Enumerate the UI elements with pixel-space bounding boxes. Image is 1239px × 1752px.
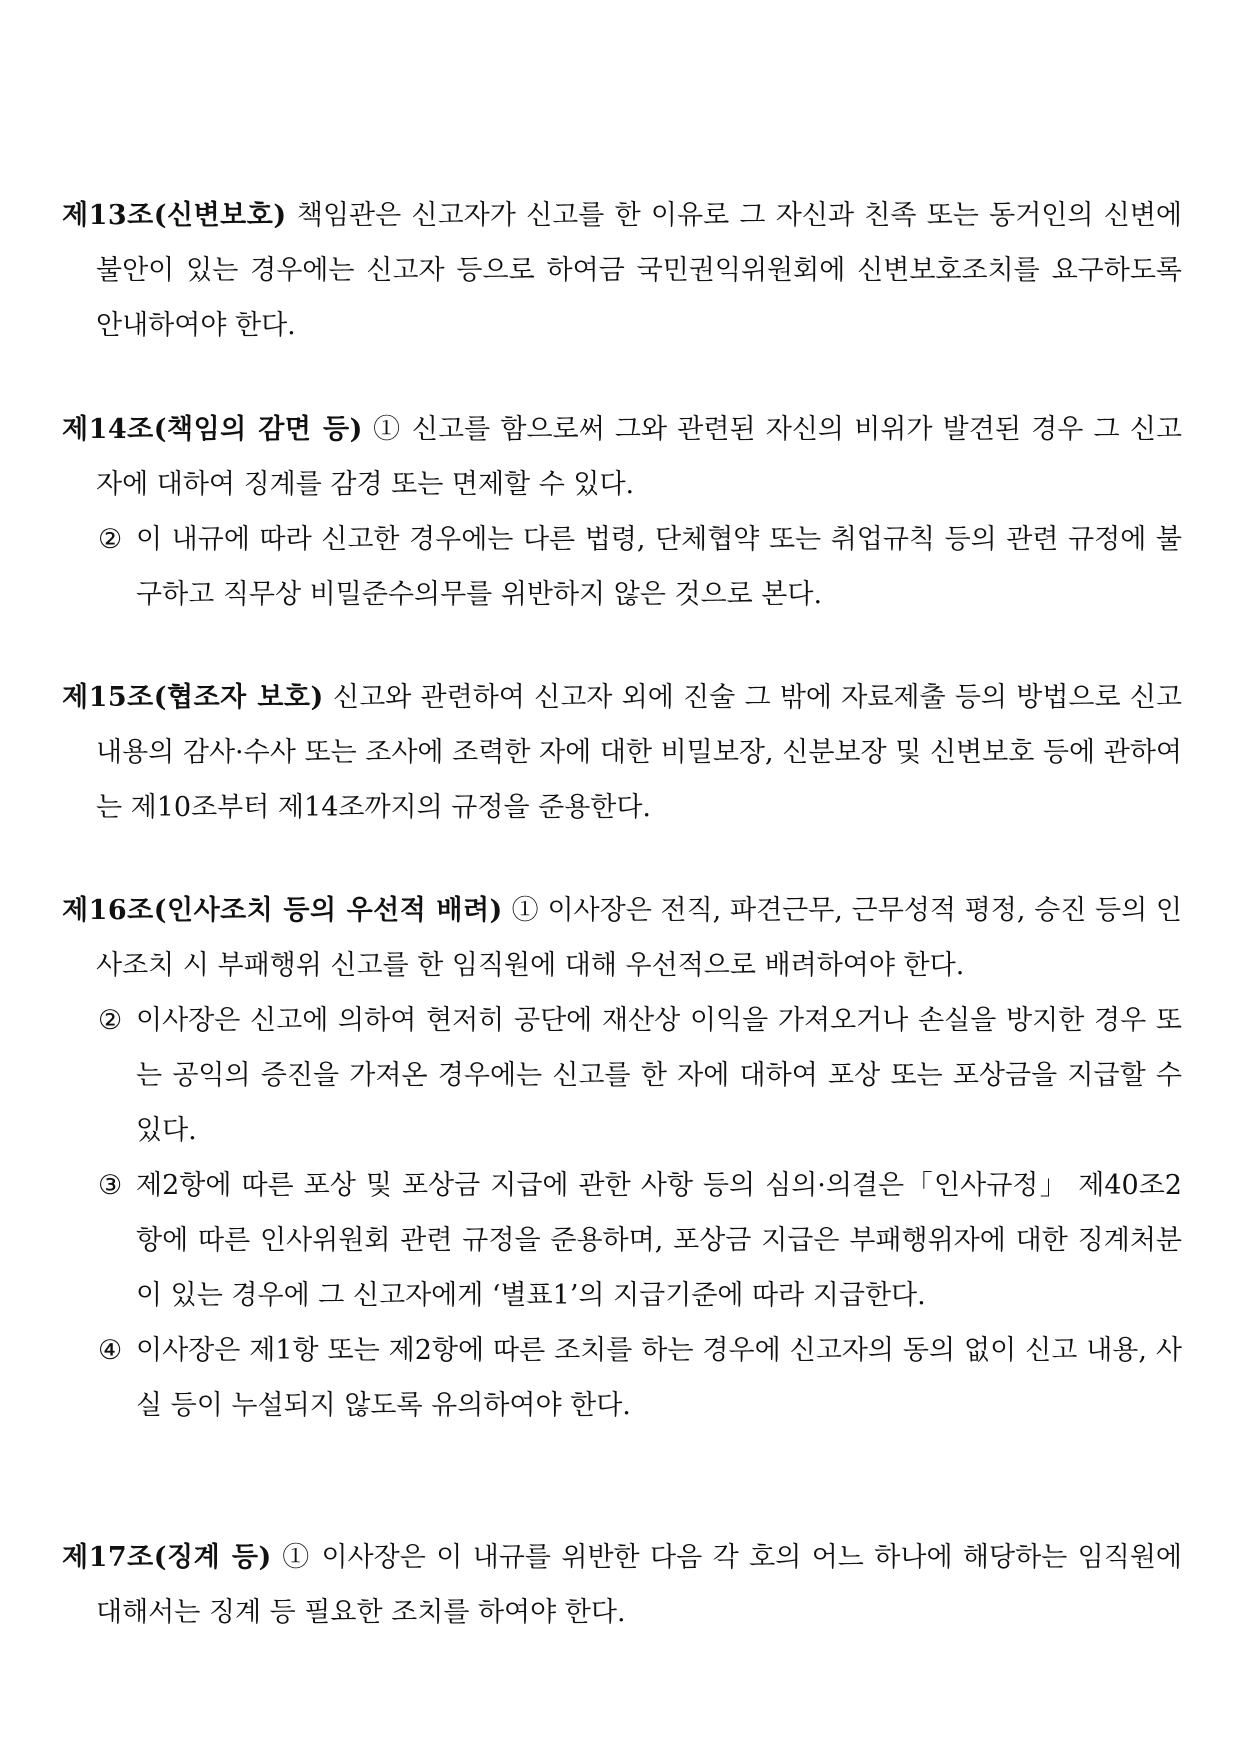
article-16-title: 제16조(인사조치 등의 우선적 배려): [62, 895, 503, 926]
article-14: [62, 402, 1182, 622]
article-17-item-1-number: ①: [282, 1542, 312, 1573]
article-16-paragraph-2: [62, 993, 1182, 1158]
article-16: [62, 883, 1182, 1433]
article-16-item-3-text: 제2항에 따른 포상 및 포상금 지급에 관한 사항 등의 심의·의결은「인사규정」 제40조2항에 따른 인사위원회 관련 규정을 준용하며, 포상금 지급은 부패행위자에 대한 징계처분이 있는 경우에 그 신고자에게 ‘별표1’의 지급기준에 따라 지급한다.: [136, 1170, 1182, 1311]
article-13-title: 제13조(신변보호): [62, 200, 287, 231]
article-13: [62, 188, 1182, 353]
article-14-item-1-number: ①: [373, 414, 402, 445]
article-17-item-1-text: 이사장은 이 내규를 위반한 다음 각 호의 어느 하나에 해당하는 임직원에 대해서는 징계 등 필요한 조치를 하여야 한다.: [96, 1542, 1183, 1628]
article-16-paragraph-1: [62, 883, 1182, 993]
article-15-title: 제15조(협조자 보호): [62, 682, 324, 713]
article-16-item-2-text: 이사장은 신고에 의하여 현저히 공단에 재산상 이익을 가져오거나 손실을 방지한 경우 또는 공익의 증진을 가져온 경우에는 신고를 한 자에 대하여 포상 또는 포상금을 지급할 수 있다.: [136, 1005, 1182, 1146]
article-14-item-2-number: ②: [98, 524, 123, 555]
article-15: [62, 670, 1182, 835]
article-14-title: 제14조(책임의 감면 등): [62, 414, 363, 445]
article-14-paragraph-1: [62, 402, 1182, 512]
article-13-body: 책임관은 신고자가 신고를 한 이유로 그 자신과 친족 또는 동거인의 신변에 불안이 있는 경우에는 신고자 등으로 하여금 국민권익위원회에 신변보호조치를 요구하도록 안내하여야 한다.: [96, 200, 1182, 341]
article-16-paragraph-4: [62, 1323, 1182, 1433]
article-15-paragraph: [62, 670, 1182, 835]
article-16-item-1-number: ①: [511, 895, 539, 926]
article-16-item-4-text: 이사장은 제1항 또는 제2항에 따른 조치를 하는 경우에 신고자의 동의 없이 신고 내용, 사실 등이 누설되지 않도록 유의하여야 한다.: [136, 1335, 1182, 1421]
article-16-item-4-number: ④: [98, 1335, 123, 1366]
article-16-paragraph-3: [62, 1158, 1182, 1323]
article-17-paragraph-1: [62, 1530, 1182, 1640]
article-16-item-2-number: ②: [98, 1005, 123, 1036]
article-14-item-1-text: 신고를 함으로써 그와 관련된 자신의 비위가 발견된 경우 그 신고자에 대하여 징계를 감경 또는 면제할 수 있다.: [96, 414, 1182, 500]
article-17-title: 제17조(징계 등): [62, 1542, 272, 1573]
article-15-body: 신고와 관련하여 신고자 외에 진술 그 밖에 자료제출 등의 방법으로 신고내용의 감사·수사 또는 조사에 조력한 자에 대한 비밀보장, 신분보장 및 신변보호 등에 관하여는 제10조부터 제14조까지의 규정을 준용한다.: [96, 682, 1182, 823]
article-14-paragraph-2: [62, 512, 1182, 622]
article-14-item-2-text: 이 내규에 따라 신고한 경우에는 다른 법령, 단체협약 또는 취업규칙 등의 관련 규정에 불구하고 직무상 비밀준수의무를 위반하지 않은 것으로 본다.: [136, 524, 1182, 610]
article-16-item-3-number: ③: [98, 1170, 123, 1201]
article-17: [62, 1530, 1182, 1640]
article-13-paragraph: [62, 188, 1182, 353]
article-16-item-1-text: 이사장은 전직, 파견근무, 근무성적 평정, 승진 등의 인사조치 시 부패행위 신고를 한 임직원에 대해 우선적으로 배려하여야 한다.: [96, 895, 1183, 981]
